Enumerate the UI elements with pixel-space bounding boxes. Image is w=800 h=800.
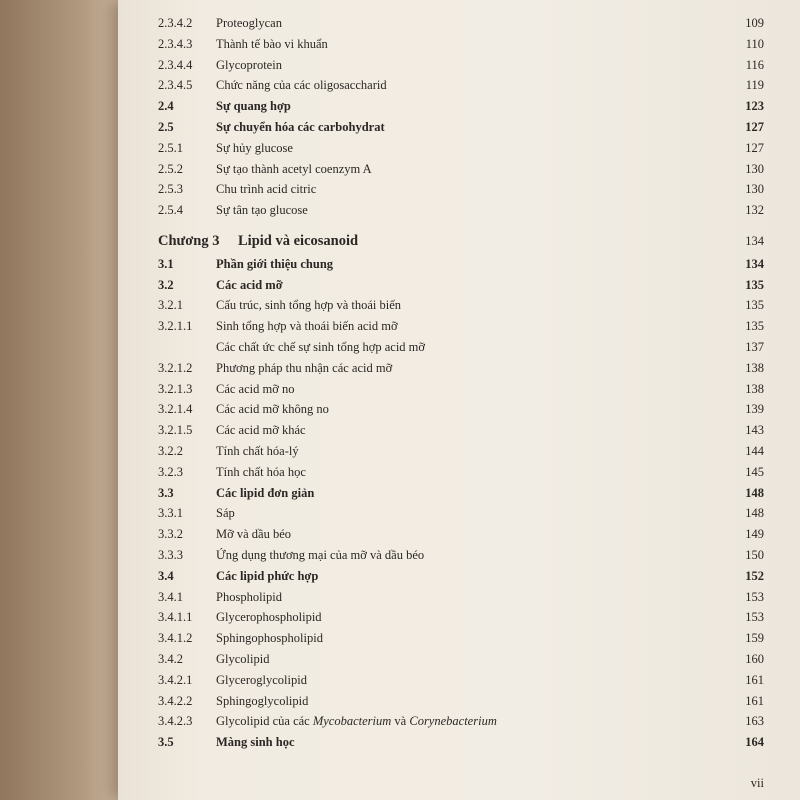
toc-section-number: 3.2.1.1 — [158, 319, 193, 333]
toc-page-number: 116 — [745, 58, 764, 72]
toc-row — [118, 503, 800, 523]
toc-page-number: 139 — [745, 402, 764, 416]
toc-section-number: 2.3.4.3 — [158, 37, 193, 51]
toc-row — [118, 462, 800, 482]
toc-section-number: 3.4.1.2 — [158, 631, 193, 645]
toc-section-number: Chương 3 — [158, 233, 220, 249]
toc-title-italic: Corynebacterium — [409, 714, 497, 728]
toc-row — [118, 13, 800, 33]
toc-page-number: 134 — [745, 257, 764, 271]
toc-section-title: Sphingoglycolipid — [216, 694, 309, 708]
toc-row — [118, 179, 800, 199]
toc-page-number: 150 — [745, 548, 764, 562]
toc-section-title: Sự quang hợp — [216, 99, 291, 113]
toc-section-number: 3.3.1 — [158, 506, 183, 520]
toc-page-number: 160 — [745, 652, 764, 666]
toc-section-number: 3.3 — [158, 486, 174, 500]
toc-section-number: 3.2.3 — [158, 465, 183, 479]
toc-section-title — [216, 711, 497, 731]
toc-section-number: 2.4 — [158, 99, 174, 113]
toc-section-title: Phospholipid — [216, 590, 282, 604]
toc-page-number: 119 — [745, 78, 764, 92]
toc-row — [118, 691, 800, 711]
toc-section-title: Glycolipid — [216, 652, 270, 666]
toc-row — [118, 607, 800, 627]
toc-section-title: Proteoglycan — [216, 16, 282, 30]
toc-row — [118, 75, 800, 95]
toc-page-number: 163 — [745, 714, 764, 728]
toc-section-title: Sphingophospholipid — [216, 631, 323, 645]
toc-section-title: Các acid mỡ không no — [216, 402, 329, 416]
toc-section-title: Sự tân tạo glucose — [216, 203, 308, 217]
toc-row — [118, 483, 800, 503]
table-of-contents — [118, 0, 800, 800]
toc-row — [118, 275, 800, 295]
toc-section-number: 3.4.1.1 — [158, 610, 193, 624]
toc-page-number: 110 — [745, 37, 764, 51]
toc-title-text: Glycolipid của các — [216, 714, 310, 728]
toc-row — [118, 545, 800, 565]
toc-section-number: 3.2.1.4 — [158, 402, 193, 416]
toc-section-title: Các acid mỡ — [216, 278, 283, 292]
toc-section-number: 3.2.1.5 — [158, 423, 193, 437]
toc-row — [118, 441, 800, 461]
book-spine-shadow — [0, 0, 118, 800]
toc-section-title: Sự hủy glucose — [216, 141, 293, 155]
toc-section-title: Sự chuyển hóa các carbohydrat — [216, 120, 385, 134]
toc-section-title: Lipid và eicosanoid — [238, 233, 359, 249]
toc-row — [118, 670, 800, 690]
toc-row — [118, 55, 800, 75]
toc-section-title: Thành tế bào vi khuẩn — [216, 37, 328, 51]
toc-page-number: 145 — [745, 465, 764, 479]
toc-section-number: 3.2.1.2 — [158, 361, 193, 375]
toc-row — [118, 711, 800, 731]
toc-section-title: Sáp — [216, 506, 235, 520]
toc-page-number: 159 — [745, 631, 764, 645]
toc-title-text: và — [391, 714, 410, 728]
toc-row — [118, 34, 800, 54]
toc-row — [118, 628, 800, 648]
toc-section-number: 2.5.4 — [158, 203, 183, 217]
toc-section-title: Màng sinh học — [216, 735, 295, 749]
toc-page-number: 148 — [745, 486, 764, 500]
toc-section-number: 2.5.1 — [158, 141, 183, 155]
toc-page-number: 130 — [745, 162, 764, 176]
toc-page-number: 143 — [745, 423, 764, 437]
toc-section-number: 3.5 — [158, 735, 174, 749]
toc-section-number: 3.3.3 — [158, 548, 183, 562]
toc-section-number: 2.3.4.4 — [158, 58, 193, 72]
toc-section-title: Phần giới thiệu chung — [216, 257, 334, 271]
toc-section-number: 3.4.2.2 — [158, 694, 193, 708]
toc-row — [118, 337, 800, 357]
toc-section-title: Các acid mỡ khác — [216, 423, 306, 437]
toc-row — [118, 587, 800, 607]
toc-page-number: 153 — [745, 590, 764, 604]
toc-page-number: 134 — [745, 234, 764, 248]
toc-page-number: 123 — [745, 99, 764, 113]
toc-row — [118, 566, 800, 586]
toc-section-title: Glycoprotein — [216, 58, 282, 72]
toc-section-title: Sự tạo thành acetyl coenzym A — [216, 162, 372, 176]
toc-section-title: Phương pháp thu nhận các acid mỡ — [216, 361, 393, 375]
toc-section-number: 2.5 — [158, 120, 174, 134]
toc-section-title: Chu trình acid citric — [216, 182, 317, 196]
toc-section-number: 3.2.1 — [158, 298, 183, 312]
toc-page-number: 109 — [745, 16, 764, 30]
toc-section-title: Các chất ức chế sự sinh tổng hợp acid mỡ — [216, 340, 426, 354]
toc-page-number: 138 — [745, 382, 764, 396]
toc-row — [118, 254, 800, 274]
page-number-footer: vii — [750, 776, 764, 790]
book-page — [118, 0, 800, 800]
toc-page-number: 144 — [745, 444, 764, 458]
toc-page-number: 153 — [745, 610, 764, 624]
toc-page-number: 130 — [745, 182, 764, 196]
toc-section-title: Glyceroglycolipid — [216, 673, 307, 687]
toc-row — [118, 420, 800, 440]
toc-section-number: 2.5.2 — [158, 162, 183, 176]
toc-section-number: 2.5.3 — [158, 182, 183, 196]
toc-page-number: 132 — [745, 203, 764, 217]
toc-row — [118, 358, 800, 378]
toc-section-title: Các lipid phức hợp — [216, 569, 319, 583]
toc-section-number: 3.2.2 — [158, 444, 183, 458]
toc-section-number: 3.2.1.3 — [158, 382, 193, 396]
toc-section-title: Các lipid đơn giản — [216, 486, 315, 500]
toc-section-title: Tính chất hóa-lý — [216, 444, 299, 458]
toc-page-number: 149 — [745, 527, 764, 541]
toc-page-number: 137 — [745, 340, 764, 354]
toc-row — [118, 117, 800, 137]
toc-row — [118, 96, 800, 116]
toc-row — [118, 379, 800, 399]
toc-section-title: Sinh tổng hợp và thoái biến acid mỡ — [216, 319, 398, 333]
toc-page-number: 127 — [745, 141, 764, 155]
toc-section-number: 3.2 — [158, 278, 174, 292]
toc-section-number: 3.4.2.1 — [158, 673, 193, 687]
toc-page-number: 161 — [745, 694, 764, 708]
toc-page-number: 135 — [745, 298, 764, 312]
toc-section-number: 2.3.4.5 — [158, 78, 193, 92]
toc-row — [118, 295, 800, 315]
toc-row — [118, 316, 800, 336]
toc-section-number: 2.3.4.2 — [158, 16, 193, 30]
toc-section-title: Mỡ và dầu béo — [216, 527, 291, 541]
toc-section-number: 3.4.2.3 — [158, 714, 193, 728]
toc-section-title: Các acid mỡ no — [216, 382, 295, 396]
toc-section-title: Chức năng của các oligosaccharid — [216, 78, 387, 92]
toc-section-number: 3.4.1 — [158, 590, 183, 604]
toc-page-number: 135 — [745, 278, 764, 292]
toc-row — [118, 138, 800, 158]
toc-title-italic: Mycobacterium — [312, 714, 392, 728]
toc-section-title: Tính chất hóa học — [216, 465, 306, 479]
toc-row — [118, 524, 800, 544]
toc-section-number: 3.4 — [158, 569, 174, 583]
toc-row — [118, 200, 800, 220]
toc-chapter-row — [118, 231, 800, 251]
toc-section-title: Glycerophospholipid — [216, 610, 322, 624]
toc-page-number: 164 — [745, 735, 764, 749]
toc-page-number: 152 — [745, 569, 764, 583]
toc-row — [118, 732, 800, 752]
toc-page-number: 138 — [745, 361, 764, 375]
toc-page-number: 135 — [745, 319, 764, 333]
toc-section-number: 3.4.2 — [158, 652, 183, 666]
toc-section-title: Cấu trúc, sinh tổng hợp và thoái biến — [216, 298, 402, 312]
toc-row — [118, 159, 800, 179]
toc-section-number: 3.1 — [158, 257, 174, 271]
toc-row — [118, 399, 800, 419]
toc-row — [118, 649, 800, 669]
toc-page-number: 127 — [745, 120, 764, 134]
toc-section-title: Ứng dụng thương mại của mỡ và dầu béo — [216, 548, 425, 562]
toc-page-number: 161 — [745, 673, 764, 687]
toc-page-number: 148 — [745, 506, 764, 520]
toc-section-number: 3.3.2 — [158, 527, 183, 541]
